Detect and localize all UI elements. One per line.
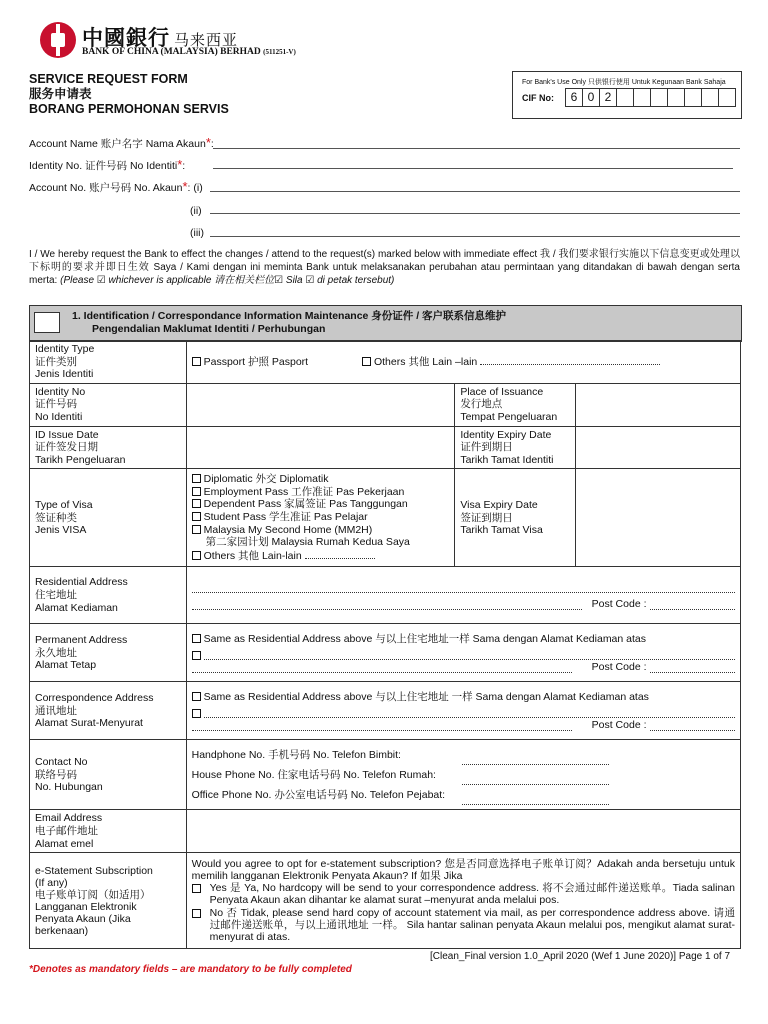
- office-phone-field[interactable]: [462, 790, 609, 805]
- house-phone-label: House Phone No. 住家电话号码 No. Telefon Rumah:: [191, 768, 436, 781]
- visa-option-diplomatic[interactable]: Diplomatic 外交 Diplomatik: [192, 473, 450, 486]
- residential-address-fields: [186, 567, 740, 624]
- checkbox-icon[interactable]: [362, 357, 371, 366]
- table-row: [30, 682, 741, 740]
- account-no-label-ii: (ii): [190, 205, 202, 217]
- estatement-label: e-Statement Subscription (If any) 电子账单订阅（如适用） Langganan Elektronik Penyata Akaun (Jika berkenaan): [30, 853, 187, 949]
- cif-digit[interactable]: 0: [582, 89, 599, 106]
- contact-no-label: Contact No 联络号码 No. Hubungan: [30, 740, 187, 810]
- cif-digit[interactable]: [684, 89, 701, 106]
- visa-option-dependent[interactable]: Dependent Pass 家属签证 Pas Tanggungan: [192, 498, 450, 511]
- visa-type-options: [186, 469, 455, 567]
- identity-type-label: Identity Type 证件类别 Jenis Identiti: [30, 341, 187, 384]
- bank-use-label: For Bank's Use Only 只供银行使用 Untuk Kegunaan Bank Sahaja: [522, 79, 726, 86]
- permanent-post-code-label: Post Code :: [591, 660, 647, 673]
- residential-address-line-2[interactable]: [192, 597, 582, 610]
- table-row: [30, 567, 741, 624]
- table-row: [30, 740, 741, 810]
- house-phone-field[interactable]: [462, 770, 609, 785]
- email-address-field[interactable]: [186, 810, 740, 853]
- residential-address-line-1[interactable]: [192, 580, 735, 593]
- correspondence-address-fields: [186, 682, 740, 740]
- visa-option-employment[interactable]: Employment Pass 工作准证 Pas Pekerjaan: [192, 486, 450, 499]
- issue-date-input[interactable]: [186, 426, 455, 469]
- cif-digit[interactable]: [650, 89, 667, 106]
- table-row: [30, 853, 741, 949]
- email-address-label: Email Address 电子邮件地址 Alamat emel: [30, 810, 187, 853]
- table-row: [30, 810, 741, 853]
- bank-name-cn: 中國銀行 马来西亚: [82, 25, 239, 50]
- bank-logo-icon: [40, 22, 76, 58]
- correspondence-address-line-1[interactable]: [204, 706, 735, 718]
- checkbox-icon[interactable]: [192, 634, 201, 643]
- form-title-cn: 服务申请表: [29, 87, 92, 101]
- correspondence-address-label: Correspondence Address 通讯地址 Alamat Surat-Menyurat: [30, 682, 187, 740]
- checkbox-icon[interactable]: [192, 692, 201, 701]
- correspondence-address-line-2[interactable]: [192, 718, 572, 731]
- others-option[interactable]: Others 其他 Lain –lain: [362, 356, 477, 368]
- cif-digit[interactable]: [633, 89, 650, 106]
- checkbox-icon[interactable]: [192, 474, 201, 483]
- visa-type-label: Type of Visa 签证种类 Jenis VISA: [30, 469, 187, 567]
- residential-post-code-label: Post Code :: [591, 597, 647, 610]
- identity-type-options: [186, 341, 740, 384]
- section-1-header: [29, 305, 742, 342]
- checkbox-icon[interactable]: [192, 909, 201, 918]
- passport-option[interactable]: Passport 护照 Pasport: [192, 356, 308, 368]
- cif-digit[interactable]: [718, 89, 735, 106]
- form-title-my: BORANG PERMOHONAN SERVIS: [29, 102, 229, 116]
- cif-digit[interactable]: [701, 89, 718, 106]
- request-statement: I / We hereby request the Bank to effect the changes / attend to the request(s) marked below with immediate effect 我 / 我们要求银行实施以下信息变更或处理以下标明的要求并即日生效 Saya / Kami dengan ini meminta Bank untuk melaksanakan perubahan atau permintaan yang ditandakan di bawah dengan serta merta: (Please ☑ whichever is applicable 请在相关栏位☑ Sila ☑ di petak tersebut): [29, 249, 740, 286]
- visa-expiry-label: Visa Expiry Date 签证到期日 Tarikh Tamat Visa: [455, 469, 576, 567]
- identification-table: [29, 340, 741, 949]
- identity-no-label: Identity No. 证件号码 No Identiti*:: [29, 157, 186, 172]
- handphone-label: Handphone No. 手机号码 No. Telefon Bimbit:: [191, 748, 401, 761]
- checkbox-icon[interactable]: [192, 487, 201, 496]
- section-1-subtitle: Pengendalian Maklumat Identiti / Perhubungan: [92, 323, 326, 335]
- place-issuance-label: Place of Issuance 发行地点 Tempat Pengeluaran: [455, 383, 576, 426]
- cif-digit[interactable]: [667, 89, 684, 106]
- section-1-title: 1. Identification / Correspondance Information Maintenance 身份证件 / 客户联系信息维护: [72, 310, 507, 322]
- account-no-field-1[interactable]: [210, 191, 740, 192]
- cif-digit[interactable]: 2: [599, 89, 616, 106]
- account-no-label-iii: (iii): [190, 227, 204, 239]
- table-row: [30, 341, 741, 384]
- permanent-address-fields: [186, 624, 740, 682]
- bank-use-box: [512, 71, 742, 119]
- issue-date-label: ID Issue Date 证件签发日期 Tarikh Pengeluaran: [30, 426, 187, 469]
- permanent-same-option[interactable]: Same as Residential Address above 与以上住宅地址一样 Sama dengan Alamat Kediaman atas: [192, 633, 735, 646]
- bank-name-en: BANK OF CHINA (MALAYSIA) BERHAD (511251-V): [82, 47, 296, 57]
- permanent-address-label: Permanent Address 永久地址 Alamat Tetap: [30, 624, 187, 682]
- visa-others-field[interactable]: [305, 549, 375, 559]
- identity-expiry-input[interactable]: [576, 426, 741, 469]
- identity-expiry-label: Identity Expiry Date 证件到期日 Tarikh Tamat Identiti: [455, 426, 576, 469]
- cif-digit[interactable]: [616, 89, 633, 106]
- visa-option-others[interactable]: Others 其他 Lain-lain: [192, 549, 450, 563]
- table-row: [30, 426, 741, 469]
- checkbox-icon[interactable]: [192, 525, 201, 534]
- checkbox-icon[interactable]: [192, 551, 201, 560]
- cif-label: CIF No:: [522, 93, 554, 103]
- place-issuance-input[interactable]: [576, 383, 741, 426]
- checkbox-icon[interactable]: [192, 499, 201, 508]
- estatement-options: [186, 853, 740, 949]
- identity-no-cell-label: Identity No 证件号码 No Identiti: [30, 383, 187, 426]
- form-title: [29, 72, 229, 117]
- checkbox-icon[interactable]: [192, 709, 201, 718]
- correspondence-same-option[interactable]: Same as Residential Address above 与以上住宅地址 一样 Sama dengan Alamat Kediaman atas: [192, 691, 735, 704]
- account-no-label: Account No. 账户号码 No. Akaun*: (i): [29, 179, 203, 194]
- visa-option-mm2h-cn: 第二家园计划 Malaysia Rumah Kedua Saya: [205, 536, 410, 549]
- version-footer: [Clean_Final version 1.0_April 2020 (Wef 1 June 2020)] Page 1 of 7: [430, 951, 730, 962]
- account-no-field-3[interactable]: [210, 236, 740, 237]
- estatement-no-option[interactable]: No 否 Tidak, please send hard copy of account statement via mail, as per correspondence address above. 请通过邮件递送账单，与以上通讯地址 一样。 Sila hantar salinan penyata Akaun melalui pos, mengikut alamat surat-menyurat di atas.: [192, 907, 735, 944]
- estatement-yes-option[interactable]: Yes 是 Ya, No hardcopy will be send to your correspondence address. 将不会通过邮件递送账单。Tiada salinan Penyata Akaun akan dihantar ke alamat surat –menyurat anda melalui pos.: [192, 882, 735, 907]
- visa-expiry-input[interactable]: [576, 469, 741, 567]
- checkbox-icon[interactable]: [192, 884, 201, 893]
- account-name-field[interactable]: [213, 148, 740, 149]
- mandatory-note: *Denotes as mandatory fields – are mandatory to be fully completed: [29, 964, 352, 975]
- office-phone-label: Office Phone No. 办公室电话号码 No. Telefon Pejabat:: [191, 788, 446, 801]
- permanent-address-line-1[interactable]: [204, 648, 735, 660]
- residential-address-label: Residential Address 住宅地址 Alamat Kediaman: [30, 567, 187, 624]
- checkbox-icon[interactable]: [192, 512, 201, 521]
- account-no-field-2[interactable]: [210, 213, 740, 214]
- cif-digit[interactable]: 6: [565, 89, 582, 106]
- table-row: [30, 469, 741, 567]
- table-row: [30, 383, 741, 426]
- handphone-field[interactable]: [462, 750, 609, 765]
- contact-no-fields: [186, 740, 740, 810]
- correspondence-post-code-field[interactable]: [650, 718, 736, 731]
- account-name-label: Account Name 账户名字 Nama Akaun*:: [29, 135, 214, 150]
- table-row: [30, 624, 741, 682]
- estatement-question: Would you agree to opt for e-statement subscription? 您是否同意选择电子账单订阅？Adakah anda bersetuju untuk memilih langganan Elektronik Penyata Akaun? If 如果 Jika: [191, 857, 735, 882]
- checkbox-icon[interactable]: [192, 651, 201, 660]
- visa-option-mm2h[interactable]: Malaysia My Second Home (MM2H): [192, 524, 450, 537]
- others-field[interactable]: [480, 355, 660, 365]
- checkbox-icon[interactable]: [192, 357, 201, 366]
- identity-no-field[interactable]: [213, 168, 733, 169]
- form-title-en: SERVICE REQUEST FORM: [29, 72, 188, 86]
- section-1-checkbox[interactable]: [34, 312, 60, 333]
- residential-post-code-field[interactable]: [650, 597, 736, 610]
- identity-no-input[interactable]: [186, 383, 455, 426]
- cif-number-cells[interactable]: [565, 88, 736, 107]
- correspondence-post-code-label: Post Code :: [591, 718, 647, 731]
- permanent-address-line-2[interactable]: [192, 660, 572, 673]
- permanent-post-code-field[interactable]: [650, 660, 736, 673]
- visa-option-student[interactable]: Student Pass 学生准证 Pas Pelajar: [192, 511, 450, 524]
